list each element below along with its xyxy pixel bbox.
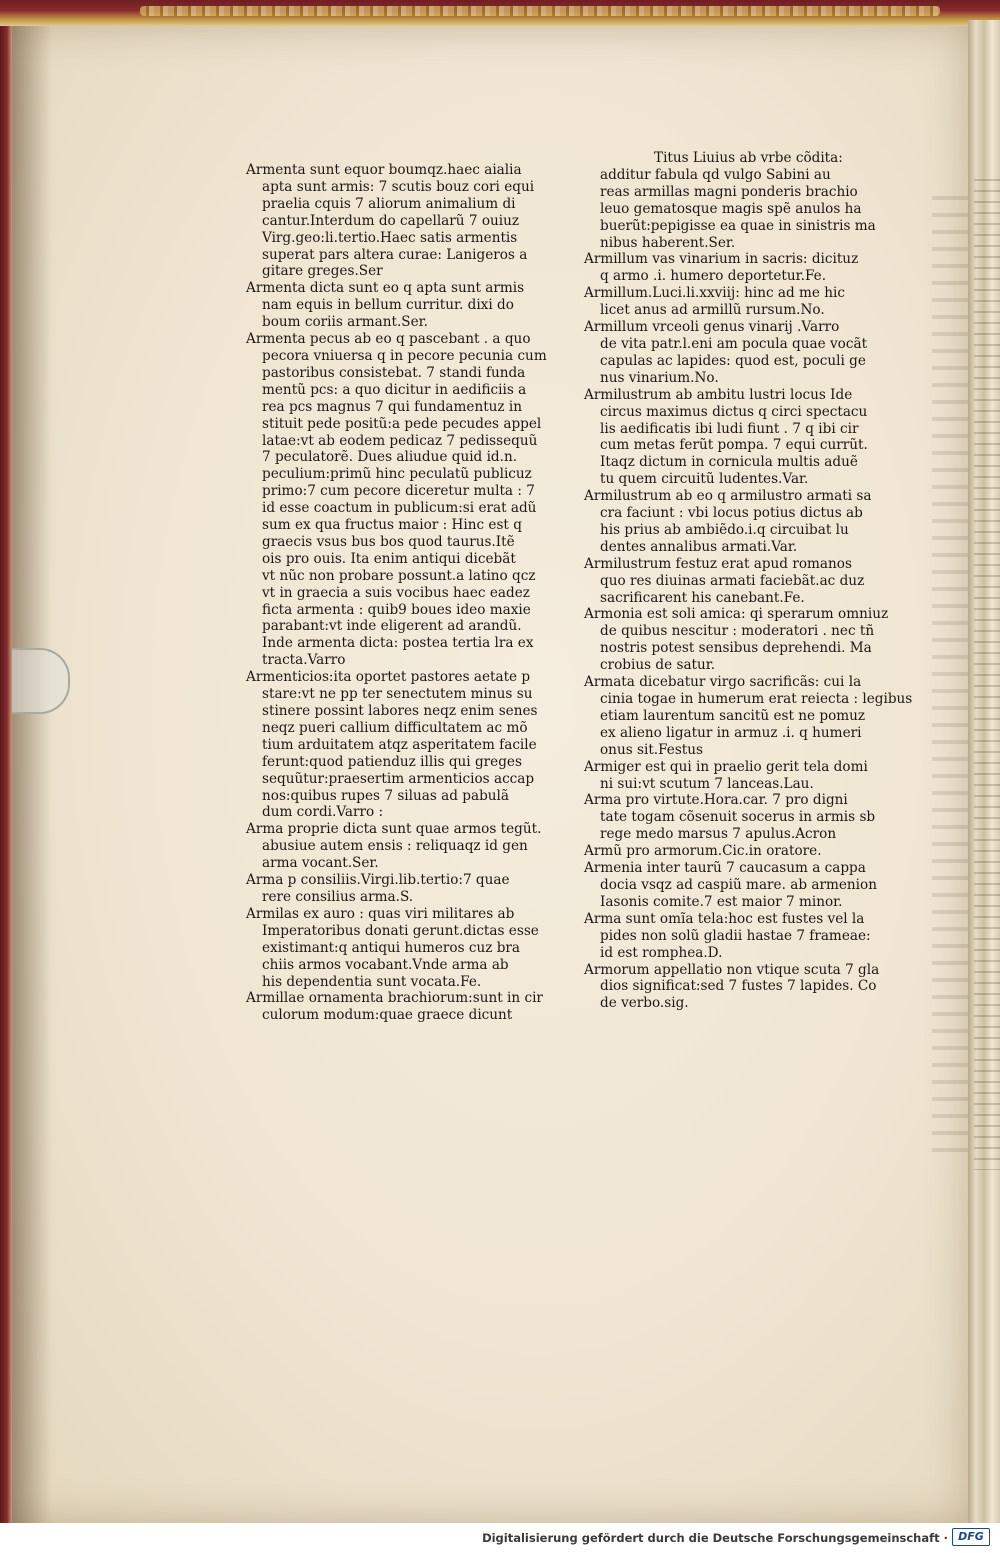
text-entry [246,669,568,821]
text-line: Armillae ornamenta brachiorum:sunt in cir [246,990,543,1007]
text-line: nam equis in bellum curritur. dixi do [262,297,514,314]
text-line: onus sit.Festus [600,741,704,758]
text-entry [584,962,920,1013]
text-line: Armilustrum ab eo q armilustro armati sa [584,488,872,505]
page-gutter-shadow [12,26,52,1523]
text-line: Armenticios:ita oportet pastores aetate p [246,669,531,686]
text-entry [584,387,920,488]
text-line: mentũ pcs: a quo dicitur in aedificiis a [262,381,527,398]
text-line: tu quem circuitũ ludentes.Var. [600,471,809,488]
text-line: cinia togae in humerum erat reiecta : legibus [600,691,913,707]
text-entry [584,488,920,556]
text-line: nibus haberent.Ser. [600,234,736,251]
text-line: etiam laurentum sancitũ est ne pomuz [600,707,866,724]
text-line: cra faciunt : vbi locus potius dictus ab [600,505,863,522]
text-line: apta sunt armis: 7 scutis bouz cori equi [262,178,535,195]
text-line: tate togam cõsenuit socerus in armis sb [600,809,876,826]
text-line: abusiue autem ensis : reliquaqz id gen [262,838,528,855]
text-entry [584,150,920,251]
text-line: his dependentia sunt vocata.Fe. [262,973,482,990]
text-line: Virg.geo:li.tertio.Haec satis armentis [262,229,518,246]
text-line: Armenta dicta sunt eo q apta sunt armis [246,280,525,297]
text-line: buerũt:pepigisse ea quae in sinistris ma [600,217,876,234]
book-fore-edge [968,20,1000,1523]
text-line: Arma pro virtute.Hora.car. 7 pro digni [584,792,848,809]
digitization-footer [0,1523,1000,1553]
text-line: crobius de satur. [600,657,716,674]
text-line: leuo gematosque magis spẽ anulos ha [600,200,862,217]
text-line: Armenta pecus ab eo q pascebant . a quo [246,331,531,348]
text-line: ficta armenta : quib9 boues ideo maxie [262,601,531,618]
text-line: circus maximus dictus q circi spectacu [600,403,868,420]
text-line: peculium:primũ hinc peculatũ publicuz [262,466,532,483]
text-entry [584,911,920,962]
text-line: de verbo.sig. [600,995,689,1012]
text-line: rere consilius arma.S. [262,888,414,905]
text-line: dios significat:sed 7 fustes 7 lapides. Co [600,978,877,995]
book-top-edge [0,0,1000,26]
text-line: boum coriis armant.Ser. [262,314,428,331]
text-line: additur fabula qd vulgo Sabini au [600,166,831,183]
text-line: quo res diuinas armati faciebãt.ac duz [600,572,865,589]
text-line: Itaqz dictum in cornicula multis aduẽ [600,454,858,471]
text-entry [246,331,568,669]
dfg-logo: DFG [952,1528,990,1546]
text-line: Armilustrum ab ambitu lustri locus Ide [584,386,853,403]
text-line: dum cordi.Varro : [262,804,384,821]
text-line: Armenia inter taurũ 7 caucasum a cappa [584,860,866,877]
text-line: reas armillas magni ponderis brachio [600,183,858,200]
text-line: nus vinarium.No. [600,369,719,386]
text-line: Armillum vrceoli genus vinarij .Varro [584,319,840,336]
text-entry [584,674,920,759]
text-line: Armata dicebatur virgo sacrificãs: cui la [584,674,862,691]
text-entry [246,821,568,872]
text-line: Arma sunt omĩa tela:hoc est fustes vel la [584,910,865,927]
text-line: Armilustrum festuz erat apud romanos [584,555,852,572]
text-line: ex alieno ligatur in armuz .i. q humeri [600,724,862,741]
text-line: capulas ac lapides: quod est, poculi ge [600,352,866,369]
text-line: cum metas ferũt pompa. 7 equi currũt. [600,437,868,454]
text-line: praelia cquis 7 aliorum animalium di [262,195,516,212]
text-line: rea pcs magnus 7 qui fundamentuz in [262,398,523,415]
binding-spine [0,26,12,1523]
text-entry [246,872,568,906]
text-line: superat pars altera curae: Lanigeros a [262,246,528,263]
text-line: dentes annalibus armati.Var. [600,538,798,555]
text-line: de vita patr.l.eni am pocula quae vocãt [600,335,868,352]
text-line: gitare greges.Ser [262,263,383,280]
text-line: existimant:q antiqui humeros cuz bra [262,939,521,956]
text-entry [246,990,568,1024]
text-line: ni sui:vt scutum 7 lanceas.Lau. [600,775,814,792]
text-line: culorum modum:quae graece dicunt [262,1007,513,1024]
text-line: chiis armos vocabant.Vnde arma ab [262,956,509,973]
text-line: id est romphea.D. [600,944,723,961]
text-line: Arma proprie dicta sunt quae armos tegũt. [246,821,542,838]
text-line: q armo .i. humero deportetur.Fe. [600,268,827,285]
text-line: pides non solũ gladii hastae 7 frameae: [600,927,871,944]
text-line: latae:vt ab eodem pedicaz 7 pedissequũ [262,432,538,449]
text-entry [584,319,920,387]
text-line: cantur.Interdum do capellarũ 7 ouiuz [262,212,520,229]
text-line: neqz pueri callium difficultatem ac mõ [262,719,528,736]
text-line: Armenta sunt equor boumqz.haec aialia [246,162,522,178]
left-text-column [246,162,568,1024]
text-line: Imperatoribus donati gerunt.dictas esse [262,922,539,939]
text-line: licet anus ad armillũ rursum.No. [600,302,825,319]
text-line: id esse coactum in publicum:si erat adũ [262,500,537,517]
text-line: nos:quibus rupes 7 siluas ad pabulã [262,787,509,804]
text-entry [246,906,568,991]
text-line: primo:7 cum pecore diceretur multa : 7 [262,483,535,500]
page-stack-edge [974,170,1000,1170]
right-text-column [584,150,920,1012]
text-line: tium arduitatem atqz asperitatem facile [262,736,537,753]
text-line: Armilas ex auro : quas viri militares ab [246,905,515,922]
funding-credit: Digitalisierung gefördert durch die Deutsche Forschungsgemeinschaft · [482,1531,948,1545]
text-line: sacrificarent his canebant.Fe. [600,589,805,606]
text-entry [584,860,920,911]
text-line: ois pro ouis. Ita enim antiqui dicebãt [262,550,516,567]
text-line: 7 peculatorẽ. Dues aliudue quid id.n. [262,449,518,466]
text-line: rege medo marsus 7 apulus.Acron [600,826,837,843]
text-entry [584,759,920,793]
text-entry [584,843,920,860]
text-line: his prius ab ambiẽdo.i.q circuibat lu [600,521,849,538]
text-entry [584,285,920,319]
text-entry [584,606,920,674]
text-line: Armillum vas vinarium in sacris: dicituz [584,251,859,268]
text-line: vt nũc non probare possunt.a latino qcz [262,567,536,584]
text-line: nostris potest sensibus deprehendi. Ma [600,640,872,657]
text-line: arma vocant.Ser. [262,855,379,872]
page-clip-holder [12,648,70,714]
text-entry [246,162,568,280]
text-entry [584,251,920,285]
text-line: de quibus nescitur : moderatori . nec tñ [600,623,875,640]
text-line: Iasonis comite.7 est maior 7 minor. [600,893,843,910]
text-line: ferunt:quod patienduz illis qui greges [262,753,522,770]
text-line: Titus Liuius ab vrbe cõdita: [654,150,843,166]
text-line: lis aedificatis ibi ludi fiunt . 7 q ibi cir [600,420,859,437]
text-line: Armonia est soli amica: qi sperarum omniuz [584,606,889,623]
text-line: tracta.Varro [262,652,346,669]
text-entry [584,792,920,843]
text-entry [246,280,568,331]
text-line: sequũtur:praesertim armenticios accap [262,770,535,787]
text-line: graecis vsus bus bos quod taurus.Itẽ [262,533,515,550]
text-line: pastoribus consistebat. 7 standi funda [262,364,526,381]
text-line: Armorum appellatio non vtique scuta 7 gla [584,961,880,978]
text-line: stituit pede positũ:a pede pecudes appel [262,415,542,432]
gilt-border [140,6,940,16]
text-line: stinere possint labores neqz enim senes [262,703,538,719]
text-line: stare:vt ne pp ter senectutem minus su [262,686,533,703]
text-entry [584,556,920,607]
text-line: pecora vniuersa q in pecore pecunia cum [262,347,547,364]
text-line: Arma p consiliis.Virgi.lib.tertio:7 quae [246,872,510,889]
text-line: sum ex qua fructus maior : Hinc est q [262,517,522,534]
text-line: vt in graecia a suis vocibus haec eadez [262,584,530,601]
text-line: docia vsqz ad caspiũ mare. ab armenion [600,876,877,893]
text-line: Inde armenta dicta: postea tertia lra ex [262,635,534,652]
text-line: Armiger est qui in praelio gerit tela domi [584,758,868,775]
text-line: parabant:vt inde eligerent ad arandũ. [262,618,522,635]
text-line: Armillum.Luci.li.xxviij: hinc ad me hic [584,285,846,302]
text-line: Armũ pro armorum.Cic.in oratore. [584,843,822,860]
